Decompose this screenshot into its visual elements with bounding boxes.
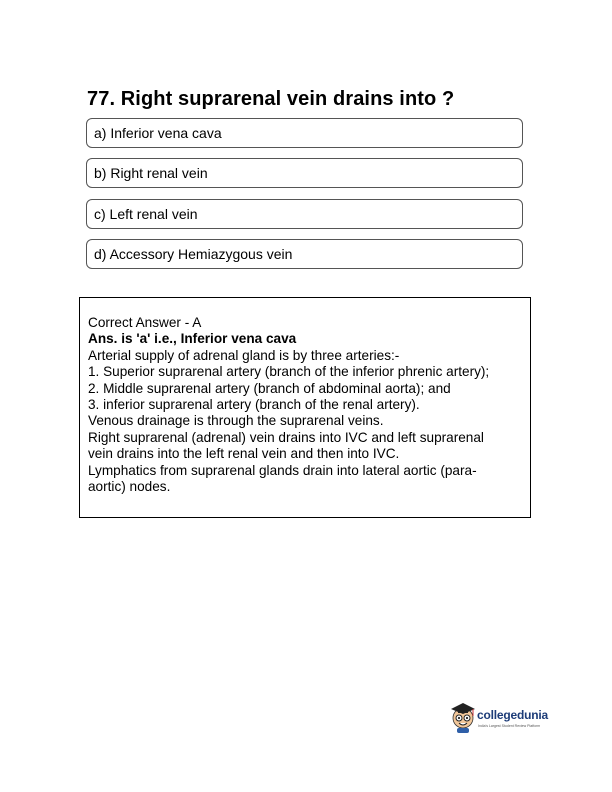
brand-tagline: India's Largest Student Review Platform: [478, 724, 541, 728]
explanation-line: Lymphatics from suprarenal glands drain into lateral aortic (para-: [88, 462, 477, 478]
explanation-line: 2. Middle suprarenal artery (branch of abdominal aorta); and: [88, 380, 451, 396]
option-a[interactable]: a) Inferior vena cava: [86, 118, 523, 148]
explanation-line: Venous drainage is through the suprarenal veins.: [88, 413, 384, 429]
option-c[interactable]: c) Left renal vein: [86, 199, 523, 229]
explanation-line: 3. inferior suprarenal artery (branch of the renal artery).: [88, 397, 420, 413]
collegedunia-logo: [450, 700, 550, 736]
answer-explanation: [79, 297, 531, 518]
question-title: 77. Right suprarenal vein drains into ?: [87, 88, 455, 110]
explanation-line: vein drains into the left renal vein and then into IVC.: [88, 446, 400, 462]
explanation-line: Arterial supply of adrenal gland is by three arteries:-: [88, 347, 400, 363]
explanation-line: aortic) nodes.: [88, 479, 171, 495]
graduate-mascot-icon: [450, 700, 476, 734]
correct-answer: Correct Answer - A: [88, 315, 202, 330]
explanation-line: 1. Superior suprarenal artery (branch of the inferior phrenic artery);: [88, 364, 490, 380]
option-d[interactable]: d) Accessory Hemiazygous vein: [86, 239, 523, 269]
option-b[interactable]: b) Right renal vein: [86, 158, 523, 188]
answer-heading: Ans. is 'a' i.e., Inferior vena cava: [88, 331, 297, 347]
brand-name: collegedunia: [477, 708, 548, 722]
explanation-line: Right suprarenal (adrenal) vein drains into IVC and left suprarenal: [88, 429, 484, 445]
